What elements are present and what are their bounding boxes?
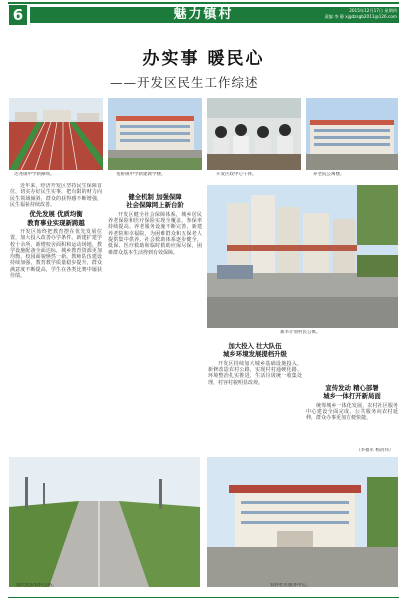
- photo-school-track: [9, 98, 103, 170]
- photo-caption: 寨李计划村民公寓。: [280, 330, 321, 335]
- body-paragraph: 开发区健全社会保障体系，城乡居民养老保险和医疗保险实现全覆盖，参保率持续提高。养老服务设施不断完善，新建养老院和幸福院，为困难群众和五保老人提供集中供养。社会救助体系逐步健全，低保、医疗救助和临时救助应保尽保，困难群众基本生活得到有效保障。: [108, 211, 202, 256]
- issue-date: 2015年12月17日 星期四: [349, 8, 397, 13]
- photo-caption: 开发区政中心午休。: [216, 172, 257, 177]
- bottom-rule: [8, 597, 399, 598]
- section-heading-line: 社会保障网上新台阶: [126, 201, 184, 210]
- header-meta: [324, 8, 397, 20]
- top-rule: [8, 2, 399, 4]
- photo-rural-road: [9, 457, 200, 587]
- headline-title: 办实事 暖民心: [142, 49, 265, 69]
- section-heading: [208, 342, 302, 359]
- section-heading: [108, 193, 202, 210]
- body-paragraph: 统筹城乡一体化发展，农村社区服务中心建设全面完成，公共服务向农村延伸，群众办事更加方便快捷。: [306, 402, 398, 422]
- body-paragraph: 开发区持续加大城乡基础设施投入，新修改造农村公路，实现村村通硬化路。环境整治扎实推进，生活垃圾统一收集处理，村容村貌明显改观。: [208, 360, 302, 386]
- page-number: 6: [9, 5, 27, 25]
- section-masthead: 魅力镇村: [173, 7, 234, 22]
- headline-subtitle: ——开发区民生工作综述: [110, 75, 259, 90]
- body-paragraph: 开发区始终把教育摆在优先发展位置，加大投入改善办学条件。新建扩建学校十余所，新增校舍面积和运动场地，教学设施配备全面达标，城乡教育资源更加均衡，校园面貌焕然一新。教师队伍建设持续加强，教育教学质量稳步提升，群众满意度不断提高，学生在各类比赛中屡获佳绩。: [10, 229, 102, 280]
- intro-paragraph: 近年来，经济开发区坚持民生保障首位，切实办好民生实事，把有限的财力向民生领域倾斜，群众的获得感不断增强，民生福祉持续改善。: [10, 183, 102, 208]
- section-heading: [10, 210, 102, 227]
- section-heading: [306, 384, 398, 401]
- section-heading-line: 城乡一体打开新局面: [323, 392, 381, 401]
- section-heading-line: 加大投入 壮大队伍: [228, 342, 282, 350]
- article-column-4: [306, 340, 398, 448]
- section-heading-line: 优先发展 优质均衡: [29, 210, 83, 219]
- photo-caption: 达尧镇中学新操场。: [14, 172, 55, 177]
- section-heading-line: 健全机制 加强保障: [128, 193, 182, 201]
- photo-nursing-home: [306, 98, 398, 170]
- photo-community-center: [207, 457, 398, 587]
- article-column-2: [108, 183, 202, 451]
- photo-village-apartments: [207, 185, 398, 328]
- article-column-3: [208, 340, 302, 448]
- section-heading-line: 城乡环境发展提档升级: [223, 350, 287, 359]
- section-heading-line: 宣传发动 精心部署: [325, 384, 379, 392]
- photo-school-building: [108, 98, 202, 170]
- photo-caption: 现代化的农村公路。: [16, 583, 57, 588]
- editor-contact: 责编 李 静 xjgdzsgb2011@126.com: [324, 14, 397, 19]
- article-column-1: [10, 183, 102, 451]
- section-heading-line: 教育事业实现新跨越: [27, 218, 85, 227]
- photo-classroom: [207, 98, 301, 170]
- photo-caption: 农村社区服务中心。: [270, 583, 311, 588]
- photo-caption: 宽桥镇中学新建教学楼。: [116, 172, 166, 177]
- photo-caption: 养老院公寓楼。: [313, 172, 345, 177]
- article-signature: （李福军 杨清伟）: [356, 448, 394, 453]
